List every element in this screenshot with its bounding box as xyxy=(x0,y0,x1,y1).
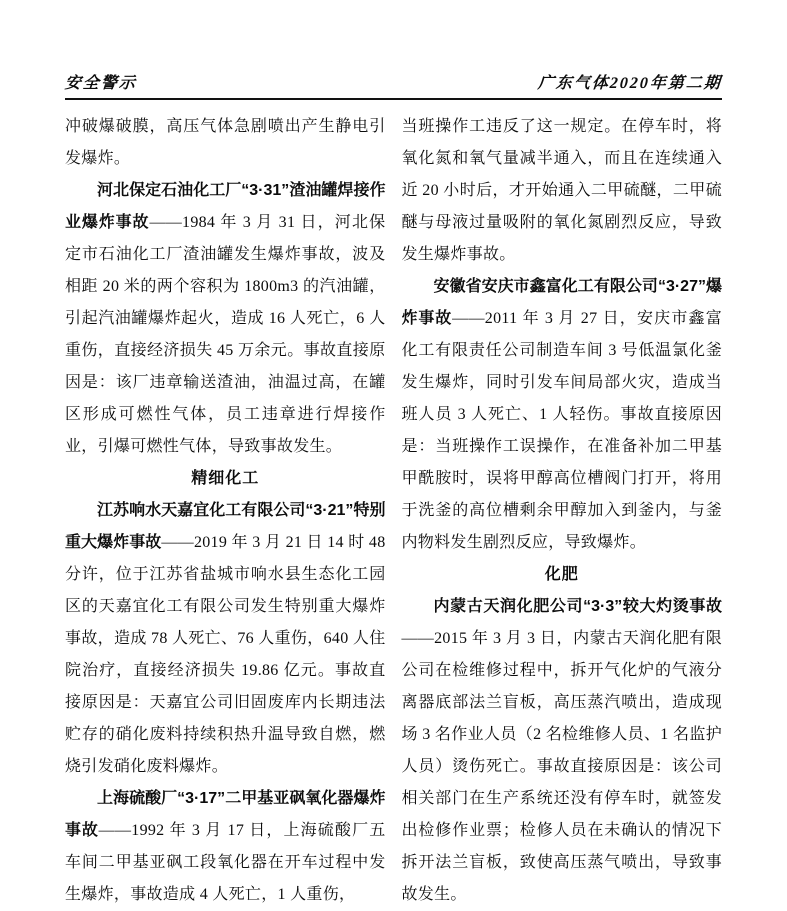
journal-issue-label: 广东气体2020年第二期 xyxy=(537,75,723,92)
paragraph: 冲破爆破膜，高压气体急剧喷出产生静电引发爆炸。 xyxy=(65,118,386,167)
accident-title: 内蒙古天润化肥公司“3·3”较大灼烫事故 xyxy=(433,598,722,615)
column-right xyxy=(402,111,723,911)
column-left xyxy=(65,111,386,911)
accident-title: 江苏响水天嘉宜化工有限公司“3·21”特别重大爆炸事故 xyxy=(65,502,386,551)
accident-title: 安徽省安庆市鑫富化工有限公司“3·27”爆炸事故 xyxy=(401,278,722,327)
paragraph: 安徽省安庆市鑫富化工有限公司“3·27”爆炸事故——2011 年 3 月 27 日，安庆市鑫富化工有限责任公司制造车间 3 号低温氯化釜发生爆炸，同时引发车间局部火灾，造成当班人员 3 人死亡、1 人轻伤。事故直接原因是：当班操作工误操作，在准备补加二甲基甲酰胺时，误将甲醇高位槽阀门打开，将用于洗釜的高位槽剩余甲醇加入到釜内，与釜内物料发生剧烈反应，导致爆炸。 xyxy=(401,278,722,551)
section-heading: 化肥 xyxy=(544,566,579,583)
paragraph: 内蒙古天润化肥公司“3·3”较大灼烫事故——2015 年 3 月 3 日，内蒙古天润化肥有限公司在检维修过程中，拆开气化炉的气液分离器底部法兰盲板，高压蒸汽喷出，造成现场 3 名作业人员（2 名检维修人员、1 名监护人员）烫伤死亡。事故直接原因是：该公司相关部门在生产系统还没有停车时，就签发出检修作业票；检修人员在未确认的情况下拆开法兰盲板，致使高压蒸气喷出，导致事故发生。 xyxy=(401,598,722,903)
paragraph: 当班操作工违反了这一规定。在停车时，将氧化氮和氧气量减半通入，而且在连续通入近 20 小时后，才开始通入二甲硫醚，二甲硫醚与母液过量吸附的氧化氮剧烈反应，导致发生爆炸事故。 xyxy=(401,118,722,263)
page-header xyxy=(65,0,722,100)
paragraph: 河北保定石油化工厂“3·31”渣油罐焊接作业爆炸事故——1984 年 3 月 31 日，河北保定市石油化工厂渣油罐发生爆炸事故，波及相距 20 米的两个容积为 1800m3 的汽油罐，引起汽油罐爆炸起火，造成 16 人死亡，6 人重伤，直接经济损失 45 万余元。事故直接原因是：该厂违章输送渣油，油温过高，在罐区形成可燃性气体，员工违章进行焊接作业，引爆可燃性气体，导致事故发生。 xyxy=(65,182,386,455)
accident-title: 上海硫酸厂“3·17”二甲基亚砜氧化器爆炸事故 xyxy=(65,790,386,839)
paragraph: 上海硫酸厂“3·17”二甲基亚砜氧化器爆炸事故——1992 年 3 月 17 日，上海硫酸厂五车间二甲基亚砜工段氧化器在开车过程中发生爆炸，事故造成 4 人死亡，1 人重伤， xyxy=(65,790,386,903)
accident-title: 河北保定石油化工厂“3·31”渣油罐焊接作业爆炸事故 xyxy=(65,182,386,231)
section-heading: 精细化工 xyxy=(191,470,260,487)
section-label: 安全警示 xyxy=(64,75,138,92)
paragraph: 江苏响水天嘉宜化工有限公司“3·21”特别重大爆炸事故——2019 年 3 月 21 日 14 时 48 分许，位于江苏省盐城市响水县生态化工园区的天嘉宜化工有限公司发生特别重大爆炸事故，造成 78 人死亡、76 人重伤，640 人住院治疗，直接经济损失 19.86 亿元。事故直接原因是：天嘉宜公司旧固废库内长期违法贮存的硝化废料持续积热升温导致自燃，燃烧引发硝化废料爆炸。 xyxy=(65,502,386,775)
text-columns xyxy=(65,100,722,911)
